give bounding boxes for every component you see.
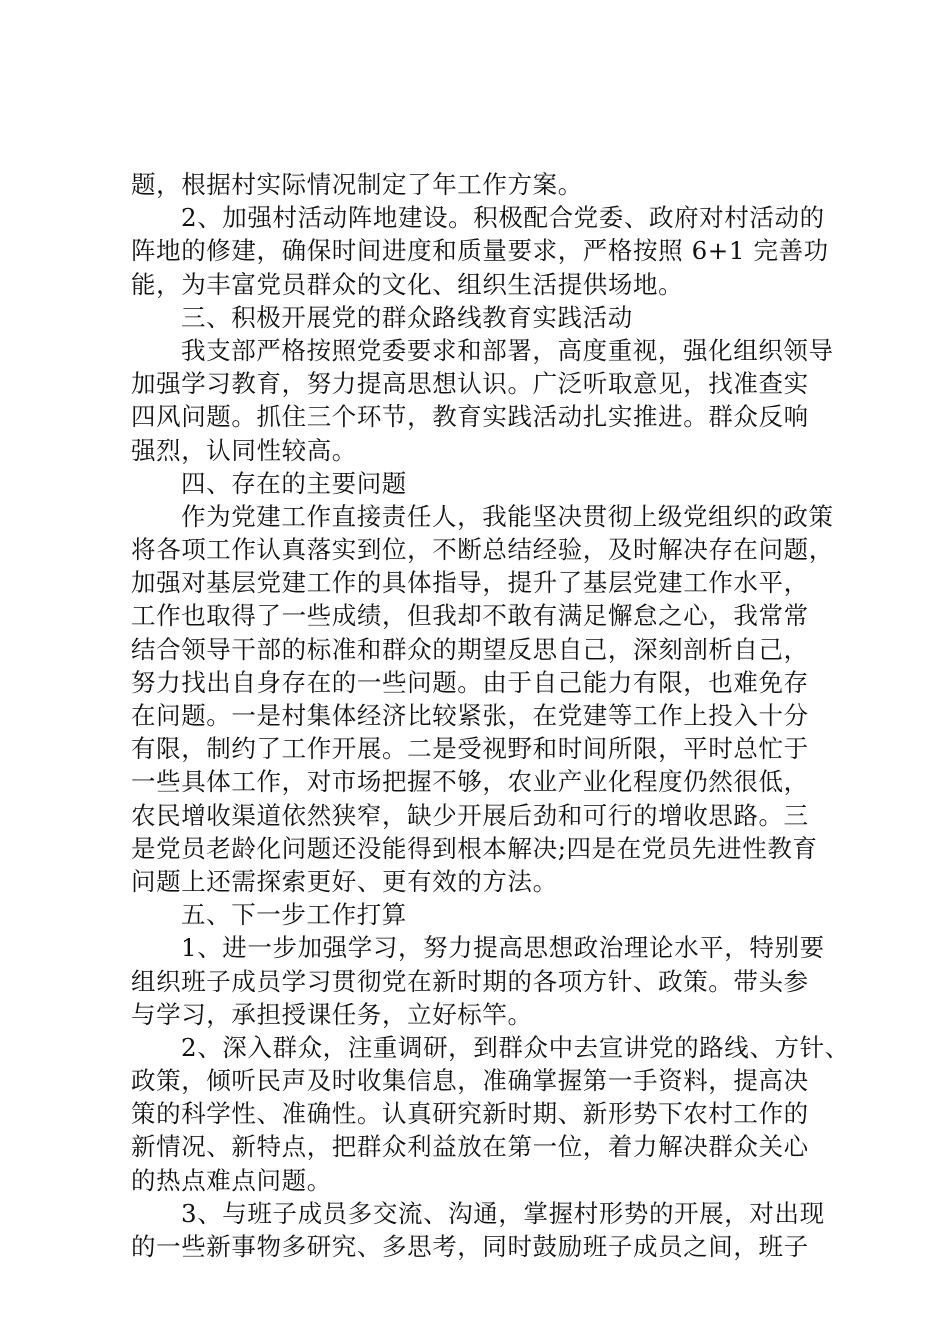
text-line: 有限，制约了工作开展。二是受视野和时间所限，平时总忙于 <box>131 734 809 764</box>
text-line: 结合领导干部的标准和群众的期望反思自己，深刻剖析自己， <box>131 634 809 664</box>
text-line: 努力找出自身存在的一些问题。由于自己能力有限，也难免存 <box>131 667 809 697</box>
text-line: 题，根据村实际情况制定了年工作方案。 <box>131 170 583 199</box>
text-line: 能，为丰富党员群众的文化、组织生活提供场地。 <box>131 269 684 299</box>
text-line: 的热点难点问题。 <box>131 1165 332 1195</box>
text-line: 加强对基层党建工作的具体指导，提升了基层党建工作水平， <box>131 568 809 598</box>
text-line: 组织班子成员学习贯彻党在新时期的各项方针、政策。带头参 <box>131 966 809 996</box>
text-line: 问题上还需探索更好、更有效的方法。 <box>131 866 558 896</box>
text-line: 将各项工作认真落实到位，不断总结经验，及时解决存在问题， <box>131 535 834 565</box>
text-line: 四、存在的主要问题 <box>181 468 407 498</box>
text-line: 2、加强村活动阵地建设。积极配合党委、政府对村活动的 <box>181 203 825 233</box>
text-line: 五、下一步工作打算 <box>181 900 407 930</box>
text-line: 1、进一步加强学习，努力提高思想政治理论水平，特别要 <box>181 933 825 963</box>
text-line: 在问题。一是村集体经济比较紧张，在党建等工作上投入十分 <box>131 701 809 730</box>
text-line: 的一些新事物多研究、多思考，同时鼓励班子成员之间，班子 <box>131 1232 809 1261</box>
text-line: 四风问题。抓住三个环节，教育实践活动扎实推进。群众反响 <box>131 402 809 432</box>
text-line: 3、与班子成员多交流、沟通，掌握村形势的开展，对出现 <box>181 1198 825 1228</box>
text-line: 加强学习教育，努力提高思想认识。广泛听取意见，找准查实 <box>131 369 809 399</box>
text-line: 是党员老龄化问题还没能得到根本解决;四是在党员先进性教育 <box>131 833 818 863</box>
text-line: 强烈，认同性较高。 <box>131 435 357 465</box>
text-line: 新情况、新特点，把群众利益放在第一位，着力解决群众关心 <box>131 1132 809 1162</box>
text-line: 与学习，承担授课任务，立好标竿。 <box>131 999 533 1029</box>
text-line: 策的科学性、准确性。认真研究新时期、新形势下农村工作的 <box>131 1099 809 1129</box>
text-line: 农民增收渠道依然狭窄，缺少开展后劲和可行的增收思路。三 <box>131 800 809 830</box>
text-line: 2、深入群众，注重调研，到群众中去宣讲党的路线、方针、 <box>181 1032 850 1062</box>
text-line: 作为党建工作直接责任人，我能坚决贯彻上级党组织的政策 <box>181 501 834 531</box>
document-body-text <box>131 168 850 1263</box>
text-line: 我支部严格按照党委要求和部署，高度重视，强化组织领导 <box>181 335 834 365</box>
text-line: 工作也取得了一些成绩，但我却不敢有满足懈怠之心，我常常 <box>131 601 809 631</box>
text-line: 政策，倾听民声及时收集信息，准确掌握第一手资料，提高决 <box>131 1066 809 1096</box>
text-line: 一些具体工作，对市场把握不够，农业产业化程度仍然很低， <box>131 767 809 797</box>
text-line: 阵地的修建，确保时间进度和质量要求，严格按照 6+1 完善功 <box>131 236 829 266</box>
text-line: 三、积极开展党的群众路线教育实践活动 <box>181 302 633 332</box>
